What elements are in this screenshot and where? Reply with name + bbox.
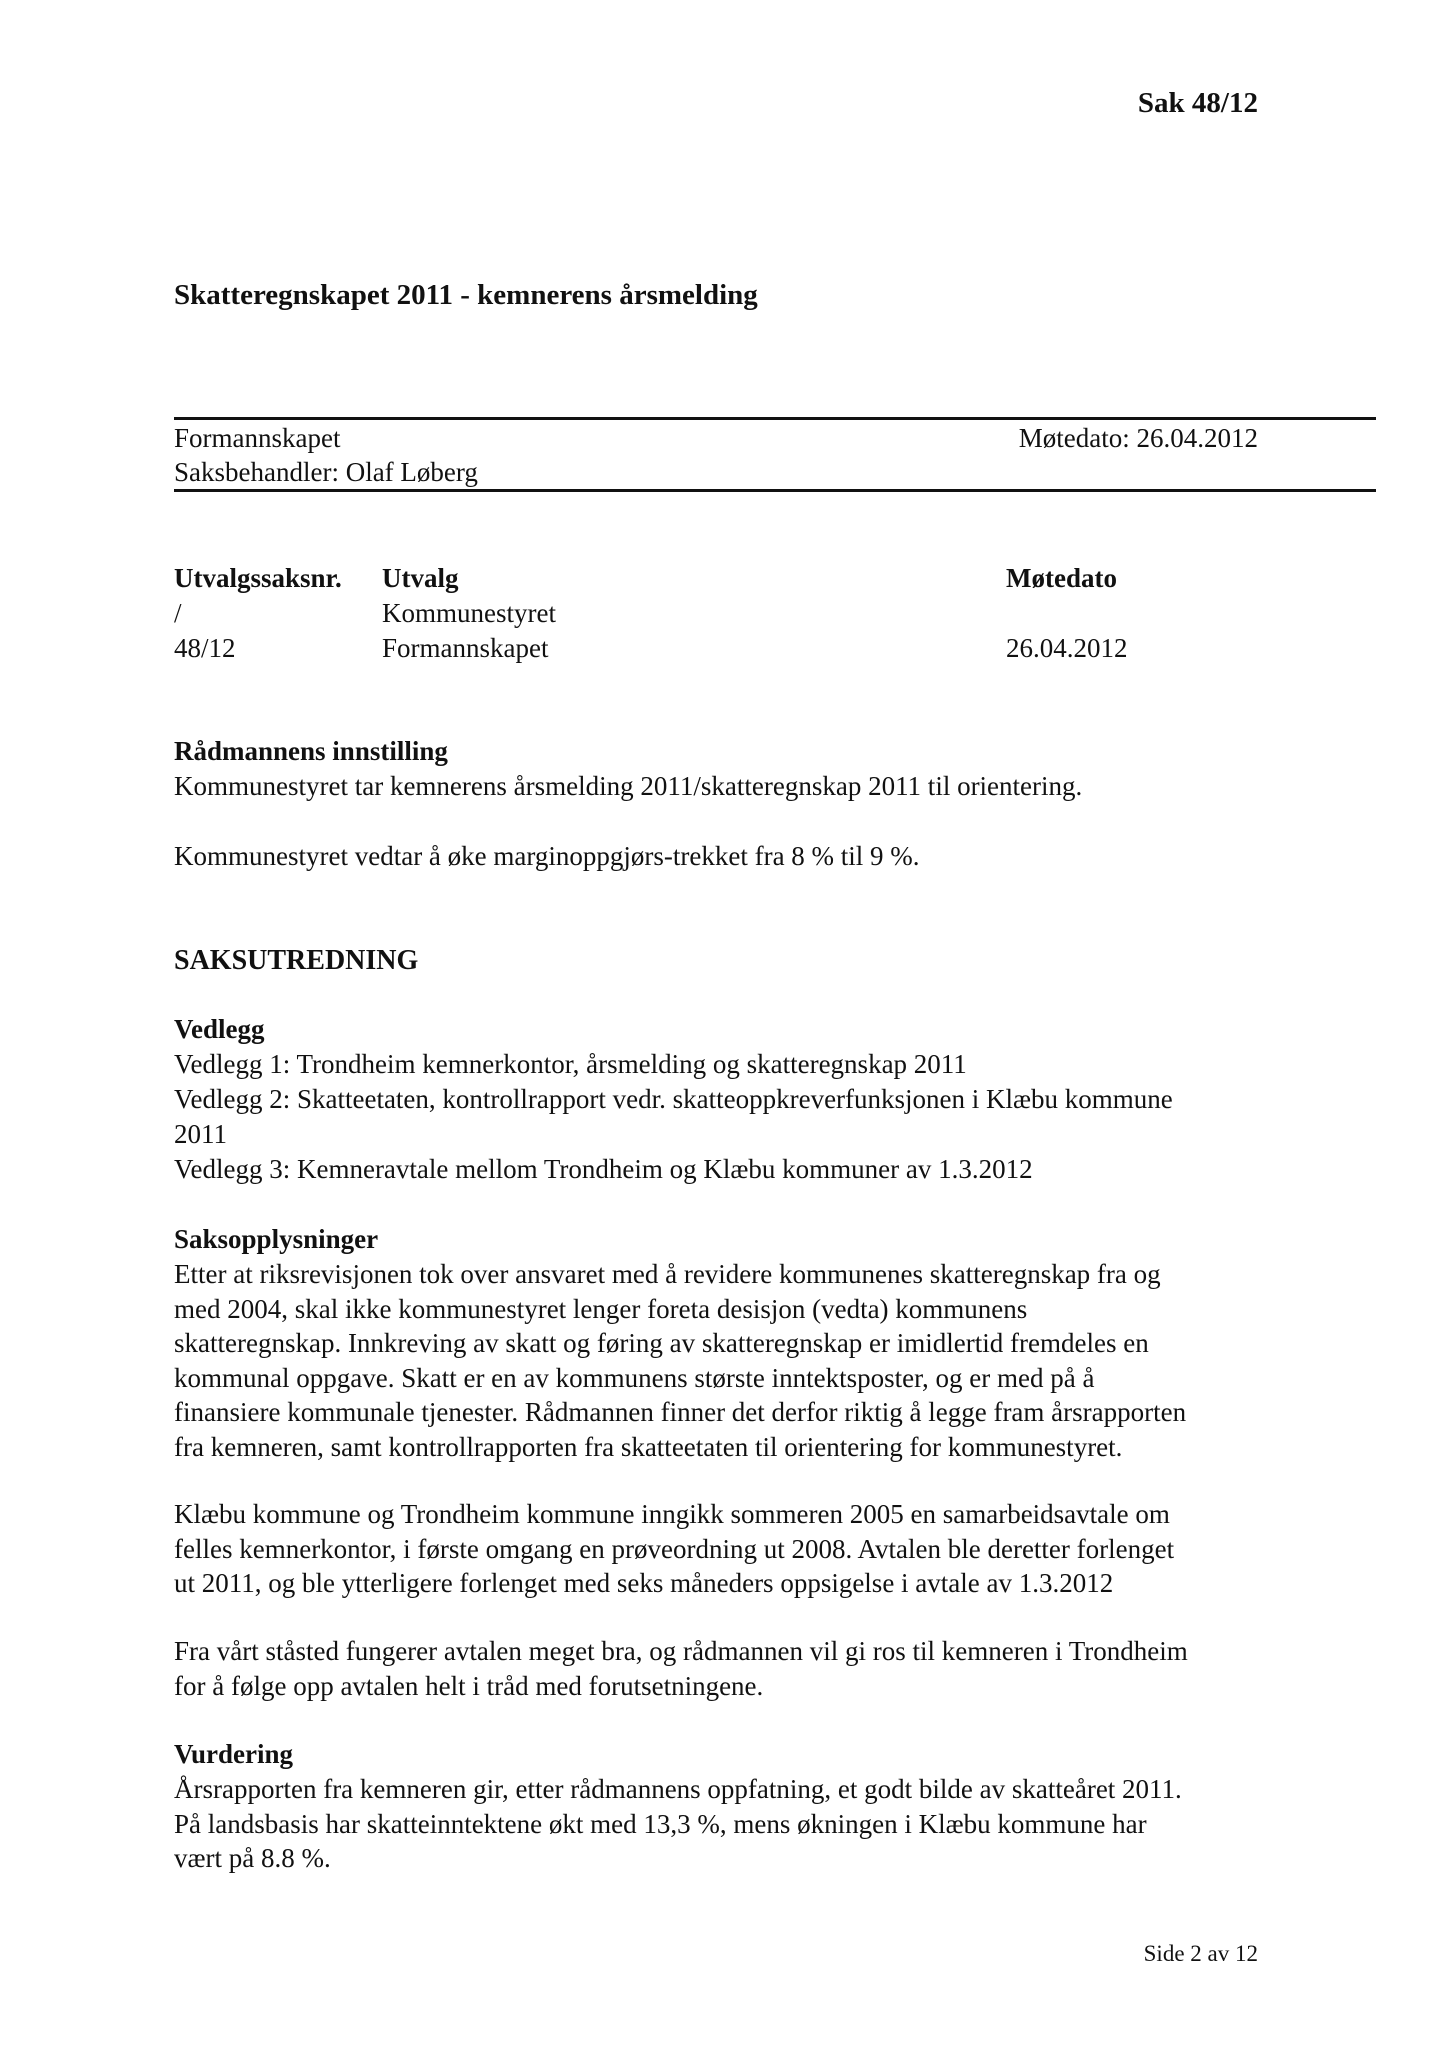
document-title: Skatteregnskapet 2011 - kemnerens årsmelding	[174, 279, 758, 311]
page-number: Side 2 av 12	[1143, 1941, 1258, 1966]
table-cell: 26.04.2012	[1006, 633, 1128, 663]
assessment-heading: Vurdering	[174, 1739, 294, 1769]
table-cell: 48/12	[174, 633, 236, 663]
attachment-item: 2011	[174, 1119, 227, 1149]
info-paragraph-2	[174, 1497, 1334, 1601]
table-cell: Formannskapet	[382, 633, 549, 663]
text-line: Etter at riksrevisjonen tok over ansvaret med å revidere kommunenes skatteregnskap fra og	[174, 1259, 1161, 1289]
section-heading-saksutredning: SAKSUTREDNING	[174, 945, 419, 976]
text-line: fra kemneren, samt kontrollrapporten fra skatteetaten til orientering for kommunestyret.	[174, 1431, 1123, 1462]
bottom-rule	[174, 489, 1376, 492]
info-heading: Saksopplysninger	[174, 1224, 379, 1254]
info-paragraph-1	[174, 1257, 1334, 1464]
committee-name: Formannskapet	[174, 423, 341, 453]
attachment-item: Vedlegg 2: Skatteetaten, kontrollrapport vedr. skatteoppkreverfunksjonen i Klæbu kommune	[174, 1084, 1173, 1114]
text-line: skatteregnskap. Innkreving av skatt og føring av skatteregnskap er imidlertid fremdeles en	[174, 1328, 1149, 1358]
text-line: Årsrapporten fra kemneren gir, etter rådmannens oppfatning, et godt bilde av skatteåret 2011.	[174, 1774, 1182, 1804]
text-line: for å følge opp avtalen helt i tråd med forutsetningene.	[174, 1670, 764, 1701]
table-cell: Kommunestyret	[382, 598, 556, 628]
attachment-item: Vedlegg 3: Kemneravtale mellom Trondheim og Klæbu kommuner av 1.3.2012	[174, 1154, 1033, 1184]
text-line: Klæbu kommune og Trondheim kommune inngikk sommeren 2005 en samarbeidsavtale om	[174, 1499, 1170, 1529]
table-header-case-no: Utvalgssaksnr.	[174, 563, 342, 593]
case-reference: Sak 48/12	[1137, 87, 1258, 119]
text-line: ut 2011, og ble ytterligere forlenget med seks måneders oppsigelse i avtale av 1.3.2012	[174, 1568, 1114, 1598]
meeting-date: Møtedato: 26.04.2012	[1018, 423, 1258, 453]
case-officer: Saksbehandler: Olaf Løberg	[174, 457, 478, 487]
text-line: vært på 8.8 %.	[174, 1843, 331, 1873]
text-line: Fra vårt ståsted fungerer avtalen meget bra, og rådmannen vil gi ros til kemneren i Trondheim	[174, 1636, 1188, 1666]
attachment-item: Vedlegg 1: Trondheim kemnerkontor, årsmelding og skatteregnskap 2011	[174, 1049, 967, 1079]
text-line: felles kemnerkontor, i første omgang en prøveordning ut 2008. Avtalen ble deretter forlenget	[174, 1533, 1175, 1564]
table-header-committee: Utvalg	[382, 563, 459, 593]
recommendation-text-2: Kommunestyret vedtar å øke marginoppgjørs-trekket fra 8 % til 9 %.	[174, 841, 920, 871]
text-line: kommunal oppgave. Skatt er en av kommunens største inntektsposter, og er med på å	[174, 1362, 1095, 1393]
table-header-date: Møtedato	[1006, 563, 1117, 593]
recommendation-text-1: Kommunestyret tar kemnerens årsmelding 2011/skatteregnskap 2011 til orientering.	[174, 771, 1083, 801]
text-line: med 2004, skal ikke kommunestyret lenger foreta desisjon (vedta) kommunens	[174, 1293, 1028, 1324]
recommendation-heading: Rådmannens innstilling	[174, 736, 448, 766]
text-line: På landsbasis har skatteinntektene økt med 13,3 %, mens økningen i Klæbu kommune har	[174, 1808, 1147, 1839]
top-rule	[174, 417, 1376, 420]
table-cell: /	[174, 598, 182, 628]
text-line: finansiere kommunale tjenester. Rådmannen finner det derfor riktig å legge fram årsrapporten	[174, 1397, 1187, 1427]
attachments-heading: Vedlegg	[174, 1014, 265, 1044]
info-paragraph-3	[174, 1634, 1334, 1703]
assessment-paragraph-1	[174, 1772, 1334, 1876]
